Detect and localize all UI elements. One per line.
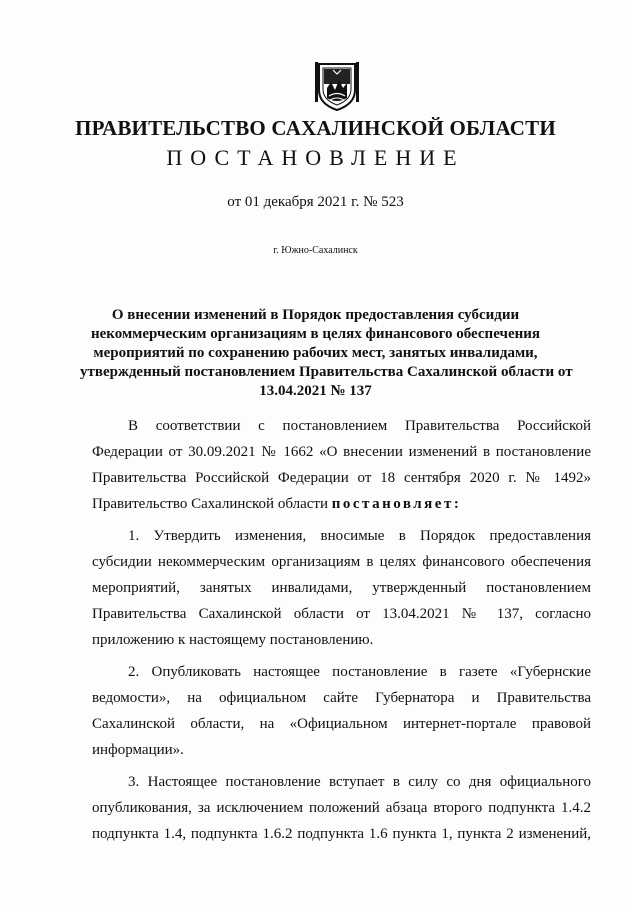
document-type: ПОСТАНОВЛЕНИЕ bbox=[166, 145, 465, 170]
paragraph-line: приложению к настоящему постановлению. bbox=[92, 632, 374, 648]
paragraph-line: подпункта 1.4, подпункта 1.6.2 подпункта 1.6 пункта 1, пункта 2 изменений, bbox=[92, 826, 591, 842]
paragraph-line: 1. Утвердить изменения, вносимые в Порядок предоставления bbox=[128, 528, 591, 544]
preamble-paragraph bbox=[92, 413, 591, 517]
paragraph-line: 3. Настоящее постановление вступает в силу со дня официального bbox=[128, 774, 591, 790]
preamble-subject: Правительство Сахалинской области bbox=[92, 496, 332, 512]
paragraph-line: В соответствии с постановлением Правительства Российской bbox=[128, 418, 591, 434]
paragraph-line bbox=[92, 491, 591, 517]
item-paragraph-1 bbox=[92, 523, 591, 653]
paragraph-line: Федерации от 30.09.2021 № 1662 «О внесении изменений в постановление bbox=[92, 444, 591, 460]
paragraph-line: Правительства Сахалинской области от 13.04.2021 № 137, согласно bbox=[92, 606, 591, 622]
resolves-word: постановляет: bbox=[331, 496, 462, 512]
paragraph-line: ведомости», на официальном сайте Губернатора и Правительства bbox=[92, 690, 591, 706]
sakhalin-coat-of-arms-icon bbox=[313, 60, 361, 112]
paragraph-line: субсидии некоммерческим организациям в целях финансового обеспечения bbox=[92, 554, 591, 570]
decree-title-line: мероприятий по сохранению рабочих мест, занятых инвалидами, bbox=[93, 345, 538, 361]
paragraph-line: мероприятий, занятых инвалидами, утвержденный постановлением bbox=[92, 580, 591, 596]
decree-title-line: некоммерческим организациям в целях финансового обеспечения bbox=[90, 326, 541, 342]
decree-body bbox=[92, 413, 591, 847]
paragraph-line: Сахалинской области, на «Официальном интернет-портале правовой bbox=[92, 716, 591, 732]
decree-title-line: утвержденный постановлением Правительства Сахалинской области от bbox=[80, 364, 573, 380]
decree-title-line: О внесении изменений в Порядок предоставления субсидии bbox=[111, 307, 520, 323]
item-paragraph-2 bbox=[92, 659, 591, 763]
decree-date-number: от 01 декабря 2021 г. № 523 bbox=[227, 194, 404, 210]
paragraph-line: информации». bbox=[92, 742, 184, 758]
city-name: г. Южно-Сахалинск bbox=[273, 245, 358, 256]
item-paragraph-3 bbox=[92, 769, 591, 847]
paragraph-line: опубликования, за исключением положений абзаца второго подпункта 1.4.2 bbox=[92, 800, 591, 816]
decree-title bbox=[80, 306, 573, 401]
paragraph-line: Правительства Российской Федерации от 18 сентября 2020 г. № 1492» bbox=[92, 470, 591, 486]
government-title: ПРАВИТЕЛЬСТВО САХАЛИНСКОЙ ОБЛАСТИ bbox=[75, 116, 556, 140]
paragraph-line: 2. Опубликовать настоящее постановление в газете «Губернские bbox=[128, 664, 591, 680]
decree-title-line: 13.04.2021 № 137 bbox=[259, 383, 372, 399]
